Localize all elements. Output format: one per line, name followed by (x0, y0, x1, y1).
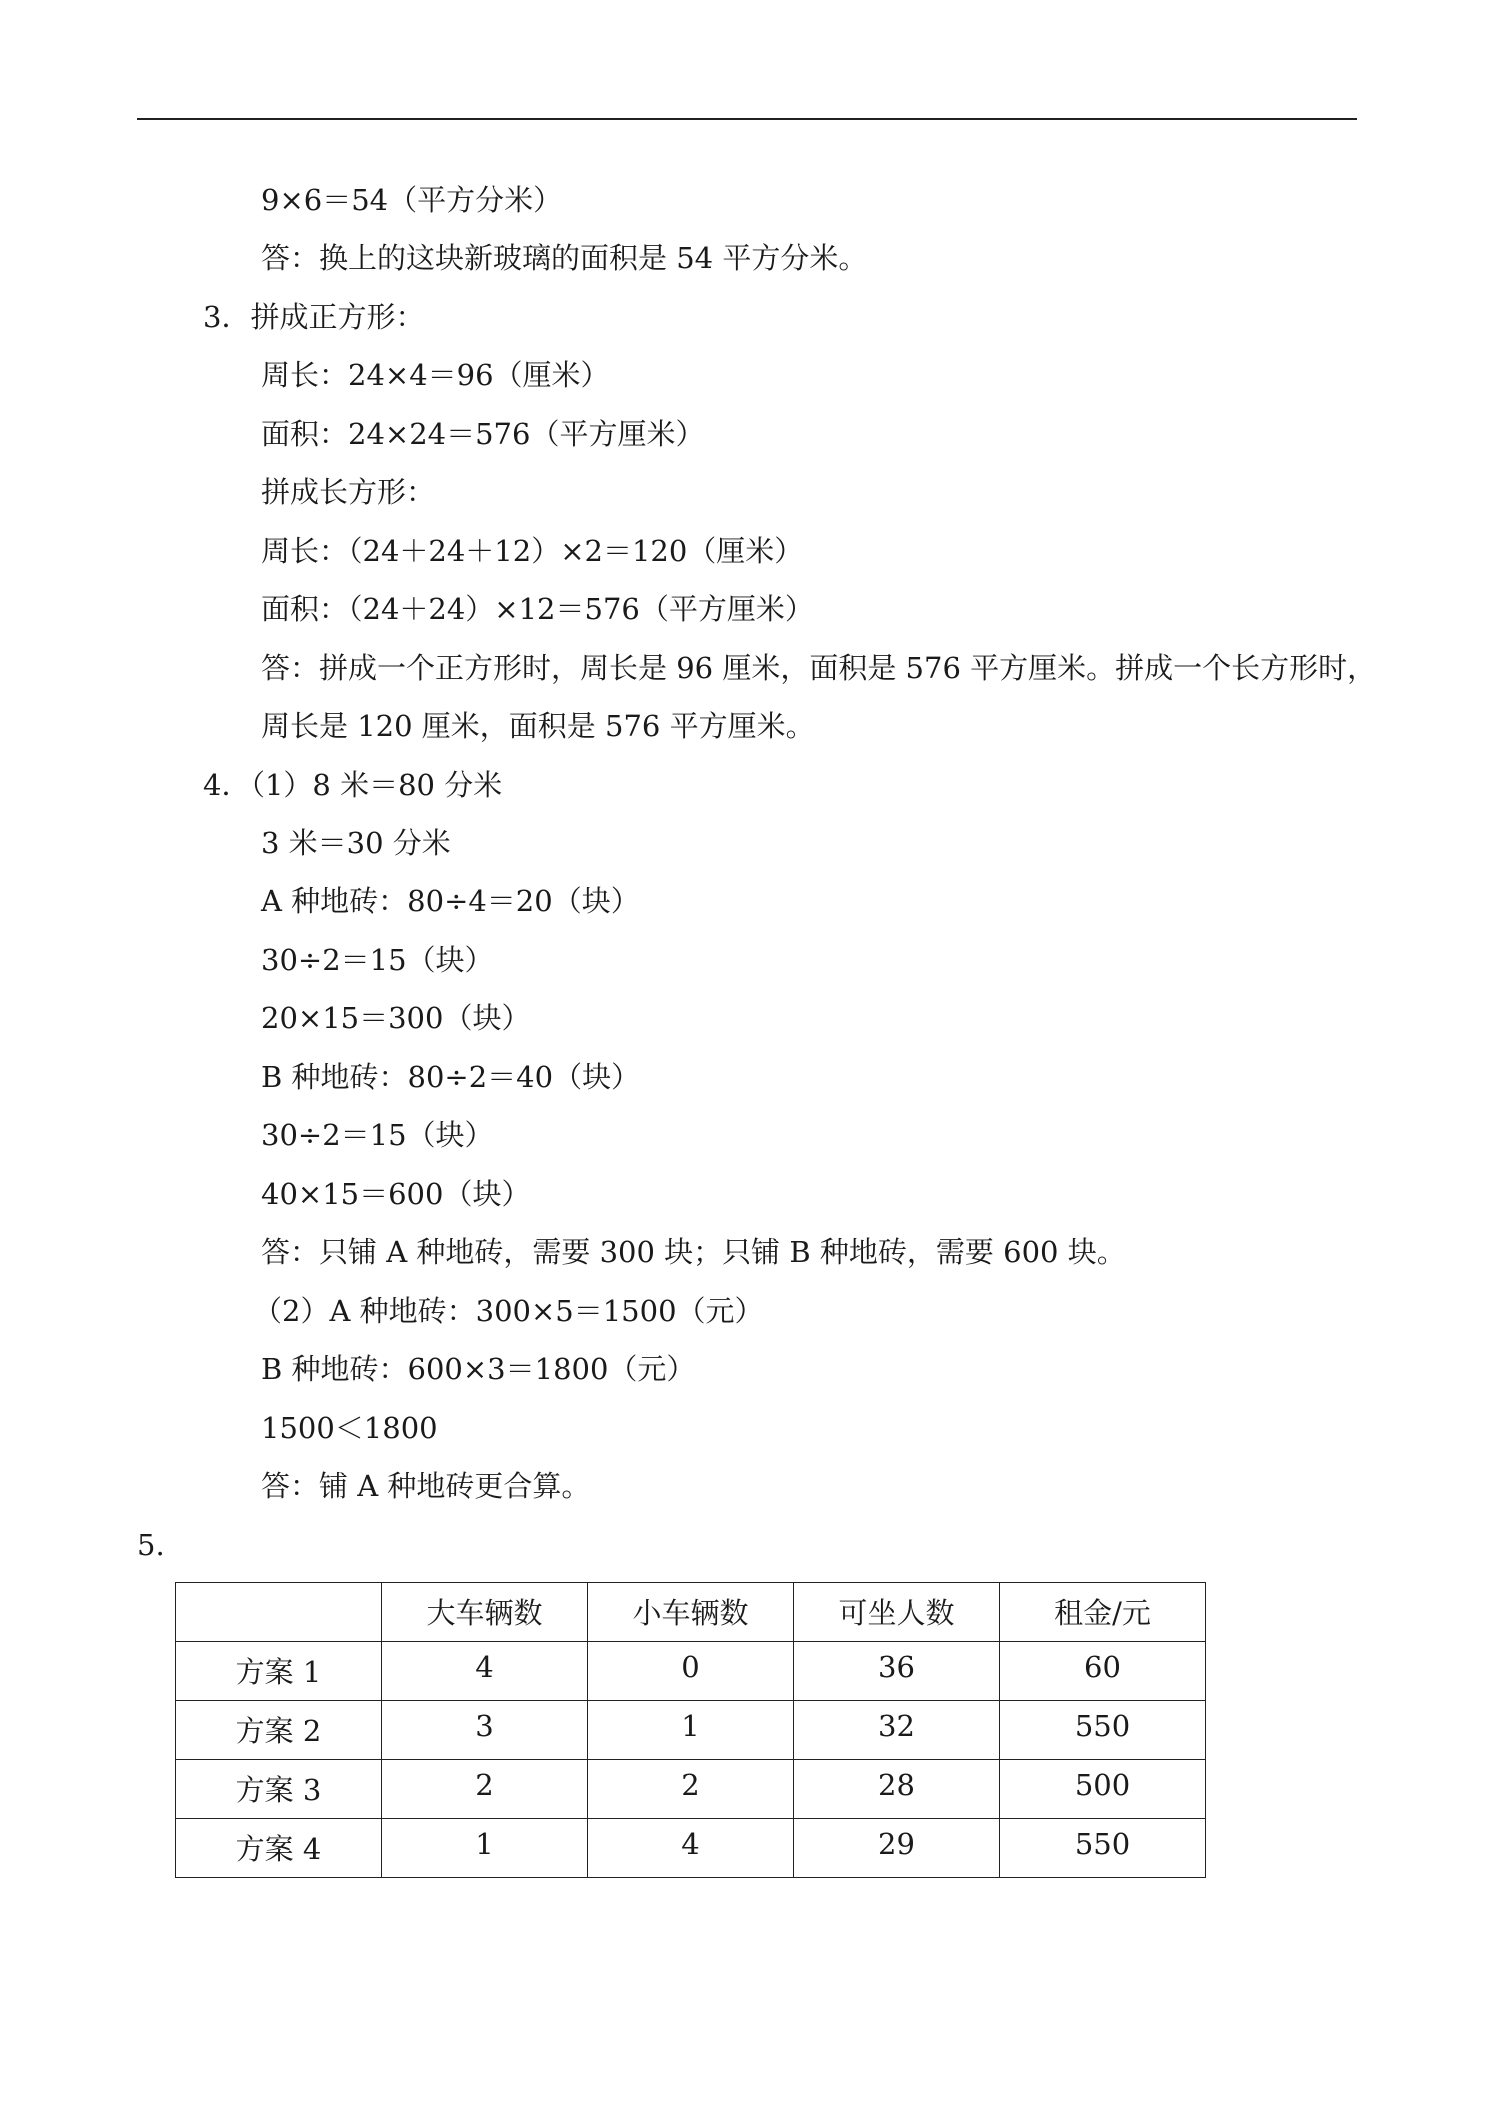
table-cell: 29 (794, 1819, 1000, 1878)
table-cell: 4 (382, 1642, 588, 1701)
text-line: 20×15＝300（块） (261, 1001, 531, 1035)
question-number: 5. (137, 1528, 165, 1562)
table-row (176, 1760, 1206, 1819)
table-cell: 方案 2 (176, 1701, 382, 1760)
table-header-cell (176, 1583, 382, 1642)
text-line: B 种地砖：600×3＝1800（元） (261, 1352, 696, 1386)
table-header-cell: 可坐人数 (794, 1583, 1000, 1642)
text-line: 答：换上的这块新玻璃的面积是 54 平方分米。 (261, 241, 868, 275)
table-cell: 1 (588, 1701, 794, 1760)
text-line: 面积：24×24＝576（平方厘米） (261, 417, 705, 451)
table-header-cell: 租金/元 (1000, 1583, 1206, 1642)
text-line: 答：只铺 A 种地砖，需要 300 块；只铺 B 种地砖，需要 600 块。 (261, 1235, 1126, 1269)
text-line: A 种地砖：80÷4＝20（块） (261, 884, 640, 918)
text-line: 拼成长方形： (261, 475, 436, 509)
rental-plan-table (175, 1582, 1206, 1878)
text-line: 答：拼成一个正方形时，周长是 96 厘米，面积是 576 平方厘米。拼成一个长方形时， (261, 651, 1377, 685)
table-header-cell: 大车辆数 (382, 1583, 588, 1642)
text-line: 答：铺 A 种地砖更合算。 (261, 1469, 591, 1503)
table-cell: 方案 3 (176, 1760, 382, 1819)
table-row (176, 1701, 1206, 1760)
question-number: 3．拼成正方形： (203, 300, 425, 334)
table-cell: 方案 4 (176, 1819, 382, 1878)
table-cell: 4 (588, 1819, 794, 1878)
table-cell: 1 (382, 1819, 588, 1878)
text-line: 周长是 120 厘米，面积是 576 平方厘米。 (261, 709, 815, 743)
table-cell: 0 (588, 1642, 794, 1701)
text-line: 1500＜1800 (261, 1411, 438, 1445)
question-number: 4．（1）8 米＝80 分米 (203, 768, 503, 802)
text-line: B 种地砖：80÷2＝40（块） (261, 1060, 641, 1094)
text-line: 周长：（24＋24＋12）×2＝120（厘米） (261, 534, 804, 568)
table-cell: 550 (1000, 1819, 1206, 1878)
text-line: 9×6＝54（平方分米） (261, 183, 563, 217)
text-line: 30÷2＝15（块） (261, 943, 494, 977)
table-cell: 550 (1000, 1701, 1206, 1760)
table-header-row (176, 1583, 1206, 1642)
table-cell: 32 (794, 1701, 1000, 1760)
text-line: 周长：24×4＝96（厘米） (261, 358, 610, 392)
table-cell: 500 (1000, 1760, 1206, 1819)
text-line: （2）A 种地砖：300×5＝1500（元） (253, 1294, 764, 1328)
table-cell: 60 (1000, 1642, 1206, 1701)
table-cell: 方案 1 (176, 1642, 382, 1701)
table-cell: 2 (382, 1760, 588, 1819)
table-cell: 36 (794, 1642, 1000, 1701)
table-row (176, 1819, 1206, 1878)
text-line: 3 米＝30 分米 (261, 826, 451, 860)
table-cell: 3 (382, 1701, 588, 1760)
table-cell: 2 (588, 1760, 794, 1819)
text-line: 面积：（24＋24）×12＝576（平方厘米） (261, 592, 814, 626)
table-row (176, 1642, 1206, 1701)
table-header-cell: 小车辆数 (588, 1583, 794, 1642)
text-line: 30÷2＝15（块） (261, 1118, 494, 1152)
text-line: 40×15＝600（块） (261, 1177, 531, 1211)
table-cell: 28 (794, 1760, 1000, 1819)
header-rule (137, 118, 1357, 120)
